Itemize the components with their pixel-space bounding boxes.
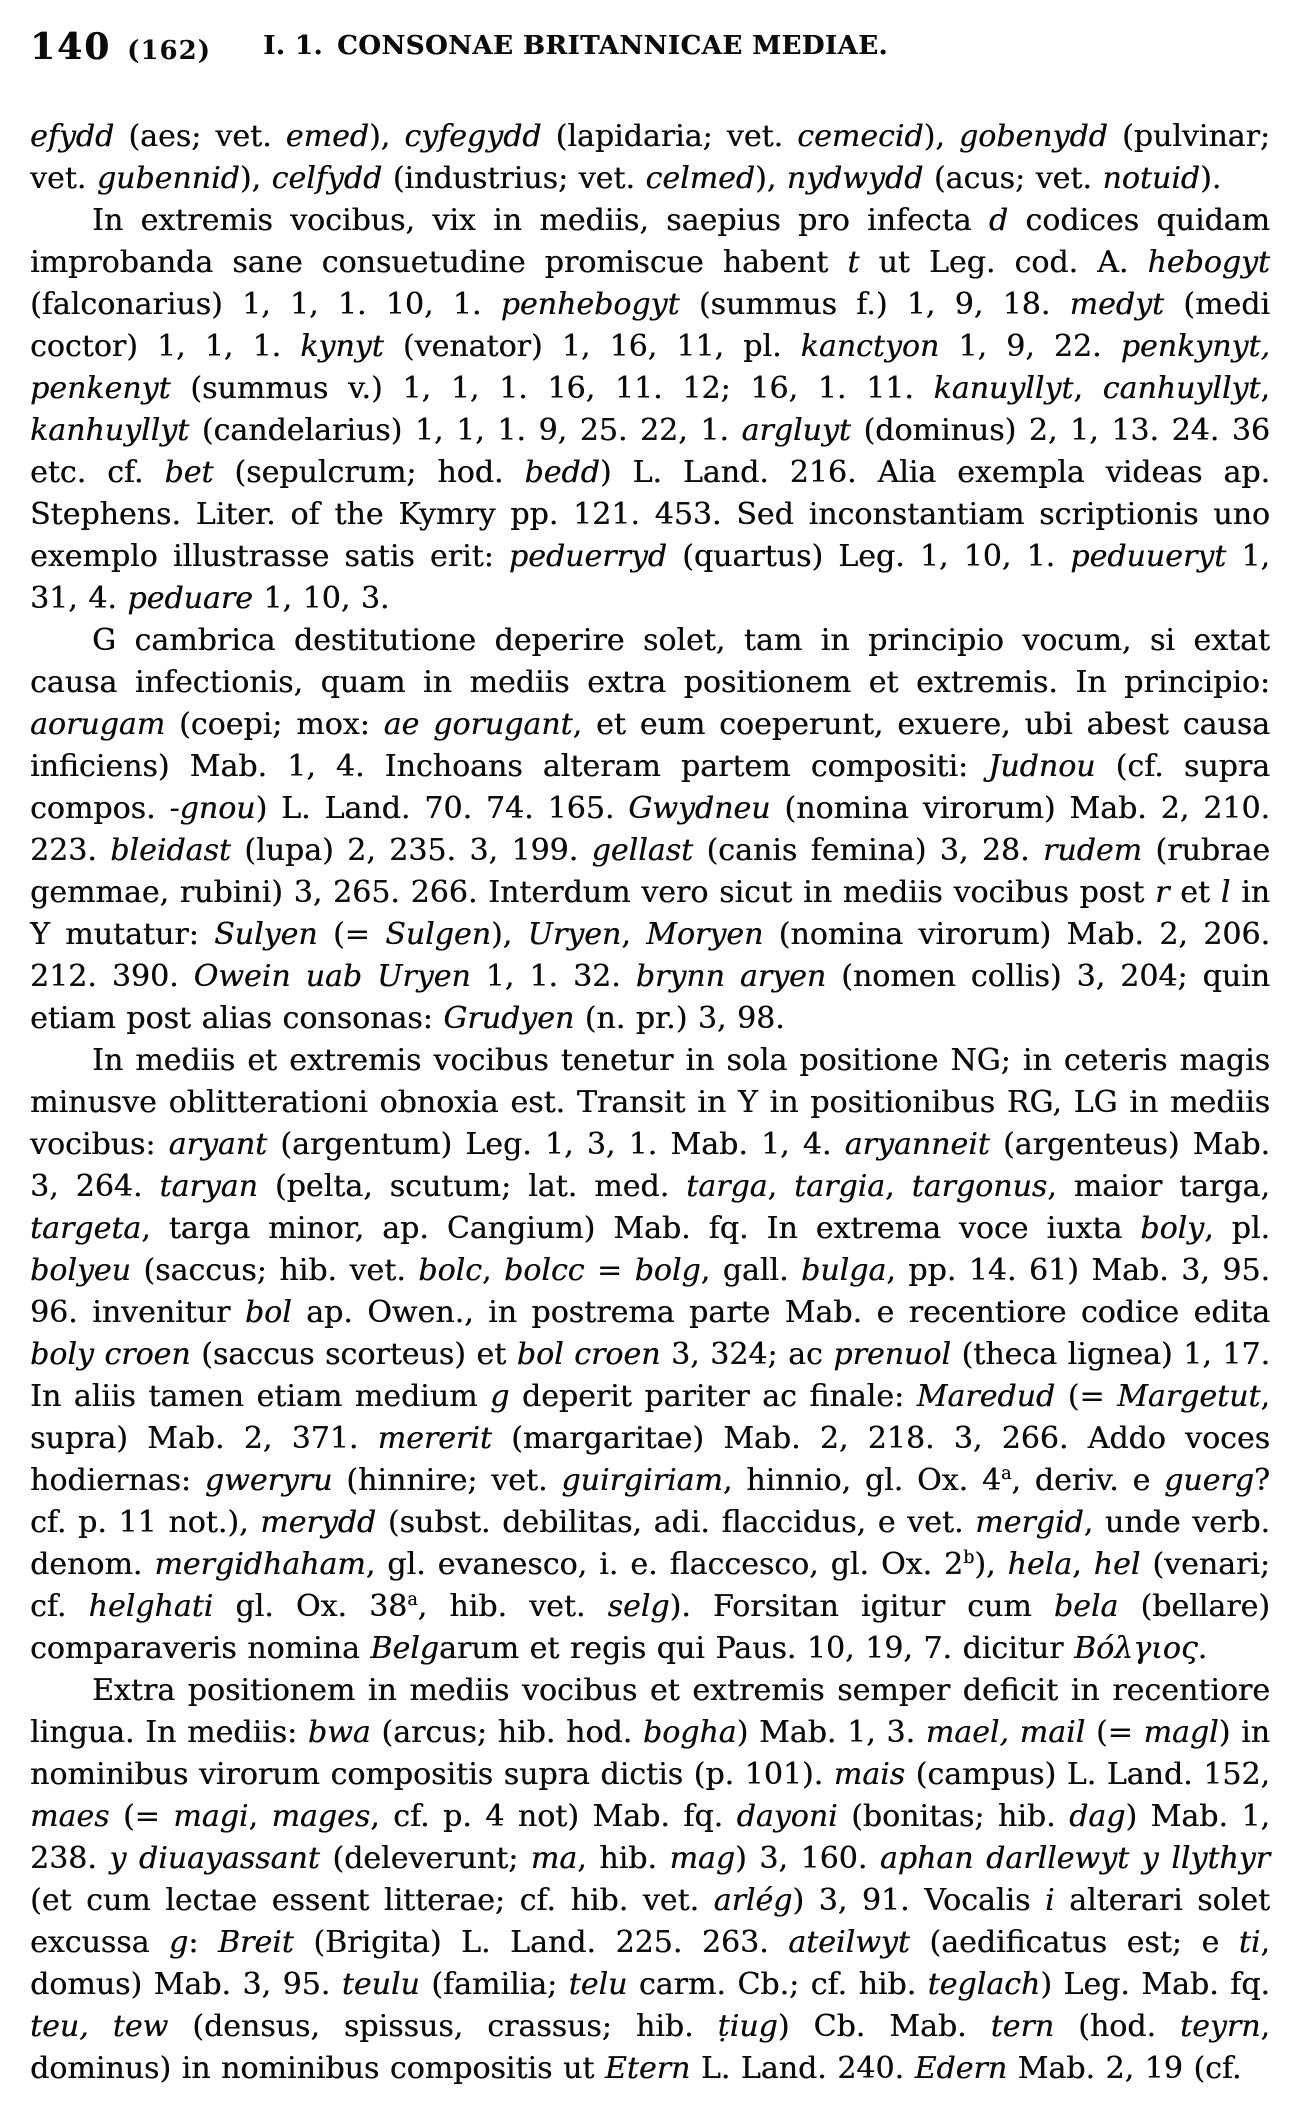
text-segment: (pelta, scutum; lat. med.: [257, 1169, 687, 1204]
text-segment: mael, mail: [925, 1715, 1086, 1750]
text-segment: efydd: [30, 119, 115, 154]
text-segment: 1, 10, 3.: [252, 581, 390, 616]
text-segment: ti: [1238, 1925, 1261, 1960]
paragraph: [30, 620, 1270, 1040]
text-segment: mergidhaham: [154, 1547, 366, 1582]
text-segment: In mediis et extremis vocibus tenetur in sola positione NG; in ceteris magis minusve oblitterationi obnoxia est. Transit in Y in positionibus RG, LG in mediis vocibus:: [30, 1043, 1270, 1162]
text-segment: ateilwyt: [788, 1925, 910, 1960]
text-segment: , unde verb. denom.: [30, 1505, 1270, 1582]
text-segment: magl: [1143, 1715, 1219, 1750]
text-segment: (margaritae) Mab. 2, 218. 3, 266. Addo voces hodiernas:: [30, 1421, 1271, 1498]
text-segment: (aes; vet.: [114, 119, 286, 154]
text-segment: ),: [490, 917, 528, 952]
text-segment: (bellare) comparaveris nomina: [30, 1589, 1270, 1666]
text-segment: ,: [248, 1799, 272, 1834]
text-segment: emed: [285, 119, 369, 154]
text-segment: carm. Cb.; cf. hib.: [627, 1967, 928, 2002]
text-segment: codices quidam improbanda sane consuetudine promiscue habent: [30, 203, 1271, 280]
text-segment: , deriv. e: [1011, 1463, 1165, 1498]
text-segment: penkynyt, penkenyt: [30, 329, 1270, 406]
text-segment: guerg: [1164, 1463, 1254, 1498]
text-segment: kanuyllyt: [933, 371, 1074, 406]
text-segment: (lupa) 2, 235. 3, 199.: [230, 833, 592, 868]
text-segment: magi: [173, 1799, 249, 1834]
text-segment: (hod.: [1054, 2009, 1181, 2044]
text-segment: ) Leg. Mab. fq.: [1040, 1967, 1270, 2002]
text-segment: (rubrae gemmae, rubini) 3, 265. 266. Interdum vero sicut in mediis vocibus post: [30, 833, 1270, 910]
text-segment: guirgiriam: [561, 1463, 723, 1498]
text-segment: bol croen: [516, 1337, 661, 1372]
text-segment: Mab. 2, 19 (cf.: [1007, 2051, 1242, 2086]
text-segment: hebogyt: [1147, 245, 1270, 280]
text-segment: alterari solet excussa: [30, 1883, 1271, 1960]
text-segment: ,: [481, 1253, 504, 1288]
text-segment: rudem: [1042, 833, 1143, 868]
text-segment: ),: [368, 119, 405, 154]
text-segment: selg: [607, 1589, 670, 1624]
text-segment: gellast: [591, 833, 694, 868]
text-segment: (saccus; hib. vet.: [130, 1253, 419, 1288]
text-segment: L. Land. 240.: [690, 2051, 915, 2086]
text-segment: -gnou: [169, 791, 256, 826]
text-segment: d: [988, 203, 1009, 238]
text-segment: (acus; vet.: [923, 161, 1103, 196]
text-segment: i: [1044, 1883, 1055, 1918]
text-segment: (=: [317, 917, 386, 952]
text-segment: =: [584, 1253, 635, 1288]
text-segment: (nomen collis) 3, 204; quin etiam post alias consonas:: [30, 959, 1270, 1036]
text-segment: aorugam: [30, 707, 166, 742]
text-segment: Owein uab Uryen: [193, 959, 471, 994]
text-segment: ) 3, 91. Vocalis: [792, 1883, 1045, 1918]
text-segment: ,: [767, 1169, 795, 1204]
text-segment: (argenteus) Mab. 3, 264.: [30, 1127, 1270, 1204]
running-head: [30, 31, 1121, 61]
text-segment: mais: [833, 1757, 906, 1792]
text-segment: canhuyllyt: [1102, 371, 1261, 406]
text-segment: g: [169, 1925, 189, 1960]
text-segment: b: [963, 1548, 975, 1568]
text-segment: arlég: [713, 1883, 793, 1918]
text-segment: bwa: [307, 1715, 371, 1750]
text-segment: (pulvinar; vet.: [30, 119, 1271, 196]
page-header: [30, 26, 1270, 72]
text-segment: ? cf. p. 11 not.),: [30, 1463, 1271, 1540]
text-segment: (aedificatus est; e: [909, 1925, 1239, 1960]
text-segment: bolc: [418, 1253, 482, 1288]
text-segment: ,: [1072, 1547, 1094, 1582]
text-segment: t: [847, 245, 860, 280]
text-segment: Margetut: [1117, 1379, 1261, 1414]
text-segment: (nomina virorum) Mab. 2, 210. 223.: [30, 791, 1270, 868]
text-segment: in Y mutatur:: [30, 875, 1271, 952]
text-segment: hela: [1007, 1547, 1073, 1582]
text-segment: boly croen: [30, 1337, 191, 1372]
text-segment: (nomina virorum) Mab. 2, 206. 212. 390.: [30, 917, 1271, 994]
paragraph: [30, 1040, 1270, 1670]
text-segment: 1, 1. 32.: [470, 959, 636, 994]
text-segment: , gall.: [700, 1253, 802, 1288]
text-segment: bet: [164, 455, 214, 490]
text-segment: boly: [1140, 1211, 1205, 1246]
text-segment: , dominus) in nominibus compositis ut: [30, 2009, 1270, 2086]
text-segment: ) L. Land. 70. 74. 165.: [255, 791, 629, 826]
text-segment: targia: [794, 1169, 886, 1204]
text-segment: In extremis vocibus, vix in mediis, saepius pro infecta: [92, 203, 989, 238]
text-segment: taryan: [159, 1169, 258, 1204]
text-segment: (=: [1085, 1715, 1144, 1750]
text-segment: Uryen: [527, 917, 622, 952]
text-segment: gobenydd: [958, 119, 1108, 154]
text-segment: (quartus) Leg. 1, 10, 1.: [666, 539, 1071, 574]
text-segment: ,: [1260, 371, 1270, 406]
text-segment: (candelarius) 1, 1, 1. 9, 25. 22, 1.: [189, 413, 742, 448]
text-segment: , supra) Mab. 2, 371.: [30, 1379, 1270, 1456]
text-segment: .: [1197, 1631, 1208, 1666]
text-segment: (medi coctor) 1, 1, 1.: [30, 287, 1270, 364]
text-segment: Βόλγιος: [1073, 1631, 1198, 1666]
text-segment: bol: [244, 1295, 292, 1330]
running-title: CONSONAE BRITANNICAE MEDIAE.: [337, 31, 889, 61]
text-segment: ,: [1073, 371, 1103, 406]
text-segment: bulga: [801, 1253, 887, 1288]
text-segment: Sulgen: [385, 917, 491, 952]
text-segment: (cf. supra compos.: [30, 749, 1271, 826]
text-segment: penhebogyt: [500, 287, 680, 322]
text-segment: (falconarius) 1, 1, 1. 10, 1.: [30, 287, 501, 322]
text-segment: (dominus) 2, 1, 13. 24. 36 etc. cf.: [30, 413, 1270, 490]
text-segment: , domus) Mab. 3, 95.: [30, 1925, 1270, 2002]
text-segment: , pl.: [1204, 1211, 1270, 1246]
text-segment: bolyeu: [30, 1253, 131, 1288]
text-segment: (n. pr.) 3, 98.: [574, 1001, 785, 1036]
paragraph: [30, 1670, 1270, 2090]
text-segment: mererit: [377, 1421, 492, 1456]
text-segment: ),: [239, 161, 272, 196]
text-segment: (=: [109, 1799, 174, 1834]
text-segment: 1, 31, 4.: [30, 539, 1270, 616]
text-segment: mag: [669, 1841, 736, 1876]
text-segment: , cf. p. 4 not) Mab. fq.: [370, 1799, 737, 1834]
text-segment: a: [407, 1590, 418, 1610]
text-segment: l: [1220, 875, 1231, 910]
text-segment: mages: [271, 1799, 371, 1834]
text-segment: aryanneit: [844, 1127, 990, 1162]
text-segment: ,: [885, 1169, 912, 1204]
text-segment: bela: [1053, 1589, 1119, 1624]
text-segment: r: [1155, 875, 1170, 910]
text-segment: (summus f.) 1, 9, 18.: [679, 287, 1070, 322]
text-segment: ae gorugant: [383, 707, 573, 742]
text-segment: brynn aryen: [635, 959, 827, 994]
text-segment: Etern: [604, 2051, 691, 2086]
text-segment: ),: [923, 119, 959, 154]
text-segment: peduare: [127, 581, 253, 616]
text-segment: Judnou: [988, 749, 1096, 784]
text-segment: ) 3, 160.: [735, 1841, 880, 1876]
text-segment: tern: [990, 2009, 1055, 2044]
text-segment: ) in nominibus virorum compositis supra dictis (p. 101).: [30, 1715, 1270, 1792]
text-segment: (venari; cf.: [30, 1547, 1270, 1624]
text-segment: (argentum) Leg. 1, 3, 1. Mab. 1, 4.: [267, 1127, 845, 1162]
text-segment: hel: [1093, 1547, 1141, 1582]
text-segment: bolg: [634, 1253, 701, 1288]
text-segment: ma: [530, 1841, 578, 1876]
text-segment: bleidast: [110, 833, 231, 868]
text-segment: Extra positionem in mediis vocibus et extremis semper deficit in recentiore lingua. In mediis:: [30, 1673, 1270, 1750]
text-segment: bedd: [524, 455, 600, 490]
text-segment: (industrius; vet.: [382, 161, 646, 196]
text-segment: peduerryd: [508, 539, 667, 574]
text-segment: Breit: [217, 1925, 294, 1960]
text-segment: teglach: [927, 1967, 1041, 2002]
text-segment: ) Mab. 1, 238.: [30, 1799, 1270, 1876]
text-segment: (familia;: [419, 1967, 569, 2002]
text-segment: (coepi; mox:: [165, 707, 384, 742]
text-segment: (summus v.) 1, 1, 1. 16, 11. 12; 16, 1. 11.: [170, 371, 934, 406]
text-segment: notuid: [1102, 161, 1200, 196]
text-segment: helghati: [88, 1589, 214, 1624]
text-segment: argluyt: [741, 413, 851, 448]
page-number-secondary: (162): [127, 36, 212, 66]
text-segment: targa: [686, 1169, 768, 1204]
text-segment: 1, 9, 22.: [939, 329, 1121, 364]
text-segment: , targa minor, ap. Cangium) Mab. fq. In extrema voce iuxta: [141, 1211, 1141, 1246]
page-body: [30, 116, 1270, 2090]
text-segment: mergid: [975, 1505, 1084, 1540]
text-segment: (hinnire; vet.: [332, 1463, 562, 1498]
text-segment: kanhuyllyt: [30, 413, 190, 448]
paragraph: [30, 116, 1270, 200]
paragraph: [30, 200, 1270, 620]
text-segment: (canis femina) 3, 28.: [693, 833, 1043, 868]
text-segment: (bonitas; hib.: [837, 1799, 1070, 1834]
text-segment: arum et regis qui Paus. 10, 19, 7. dicitur: [438, 1631, 1074, 1666]
text-segment: ,: [621, 917, 647, 952]
text-segment: , gl. evanesco, i. e. flaccesco, gl. Ox. 2: [365, 1547, 964, 1582]
text-segment: (sepulcrum; hod.: [213, 455, 525, 490]
text-segment: Maredud: [916, 1379, 1056, 1414]
section-label: I. 1.: [263, 31, 324, 61]
text-segment: teyrn: [1180, 2009, 1261, 2044]
text-segment: , et eum coeperunt, exuere, ubi abest causa inficiens) Mab. 1, 4. Inchoans alteram partem compositi:: [30, 707, 1270, 784]
text-segment: (venator) 1, 16, 11, pl.: [383, 329, 801, 364]
text-segment: (saccus scorteus) et: [190, 1337, 517, 1372]
text-segment: (deleverunt;: [319, 1841, 531, 1876]
text-segment: ),: [755, 161, 787, 196]
text-segment: cemecid: [797, 119, 924, 154]
text-segment: targeta: [30, 1211, 142, 1246]
text-segment: medyt: [1069, 287, 1164, 322]
text-segment: , hib.: [577, 1841, 670, 1876]
text-segment: Moryen: [646, 917, 764, 952]
text-segment: ). Forsitan igitur cum: [669, 1589, 1054, 1624]
text-segment: deperit pariter ac finale:: [509, 1379, 917, 1414]
text-segment: Belg: [370, 1631, 439, 1666]
text-segment: merydd: [260, 1505, 377, 1540]
text-segment: aphan darllewyt y llythyr: [879, 1841, 1271, 1876]
text-segment: ap. Owen., in postrema parte Mab. e recentiore codice edita: [291, 1295, 1270, 1330]
text-segment: nydwydd: [786, 161, 924, 196]
text-segment: gweryru: [204, 1463, 333, 1498]
text-segment: aryant: [168, 1127, 268, 1162]
text-segment: kanctyon: [800, 329, 940, 364]
text-segment: targonus: [911, 1169, 1048, 1204]
text-segment: ).: [1200, 161, 1222, 196]
text-segment: bolcc: [503, 1253, 585, 1288]
text-segment: ṭiug: [717, 2009, 778, 2044]
text-segment: Edern: [914, 2051, 1008, 2086]
text-segment: peduueryt: [1070, 539, 1227, 574]
text-segment: , hinnio, gl. Ox. 4: [722, 1463, 1002, 1498]
text-segment: ),: [974, 1547, 1008, 1582]
page-number: 140: [30, 26, 112, 68]
text-segment: kynyt: [300, 329, 384, 364]
text-segment: a: [1001, 1464, 1012, 1484]
text-segment: telu: [568, 1967, 628, 2002]
text-segment: ) Cb. Mab.: [777, 2009, 991, 2044]
text-segment: maes: [30, 1799, 110, 1834]
text-segment: G cambrica destitutione deperire solet, tam in principio vocum, si extat causa infectionis, quam in mediis extra positionem et extremis. In principio:: [30, 623, 1270, 700]
text-segment: (arcus; hib. hod.: [370, 1715, 643, 1750]
text-segment: ) L. Land. 216. Alia exempla videas ap. Stephens. Liter. of the Kymry pp. 121. 453. Sed inconstantiam scriptionis uno exemplo illustrasse satis erit:: [30, 455, 1271, 574]
text-segment: teu, tew: [30, 2009, 169, 2044]
text-segment: (Brigita) L. Land. 225. 263.: [293, 1925, 789, 1960]
text-segment: (=: [1055, 1379, 1118, 1414]
text-segment: ut Leg. cod. A.: [859, 245, 1148, 280]
text-segment: bogha: [642, 1715, 737, 1750]
text-segment: , maior targa,: [1047, 1169, 1270, 1204]
text-segment: prenuol: [833, 1337, 951, 1372]
text-segment: Sulyen: [214, 917, 318, 952]
text-segment: cyfegydd: [404, 119, 542, 154]
text-segment: , hib. vet.: [417, 1589, 608, 1624]
text-segment: (densus, spissus, crassus; hib.: [168, 2009, 718, 2044]
text-segment: y diuayassant: [109, 1841, 320, 1876]
text-segment: dag: [1069, 1799, 1126, 1834]
text-segment: 3, 324; ac: [660, 1337, 834, 1372]
text-segment: ) Mab. 1, 3.: [736, 1715, 926, 1750]
text-segment: Gwydneu: [628, 791, 771, 826]
text-segment: gl. Ox. 38: [213, 1589, 408, 1624]
text-segment: (subst. debilitas, adi. flaccidus, e vet.: [376, 1505, 976, 1540]
text-segment: , pp. 14. 61) Mab. 3, 95. 96. invenitur: [30, 1253, 1270, 1330]
text-segment: dayoni: [736, 1799, 838, 1834]
text-segment: celfydd: [271, 161, 383, 196]
text-segment: (lapidaria; vet.: [541, 119, 798, 154]
text-segment: (campus) L. Land. 152,: [905, 1757, 1270, 1792]
text-segment: (theca lignea) 1, 17. In aliis tamen etiam medium: [30, 1337, 1271, 1414]
text-segment: celmed: [645, 161, 756, 196]
text-segment: :: [188, 1925, 218, 1960]
text-segment: gubennid: [96, 161, 240, 196]
text-segment: g: [490, 1379, 510, 1414]
text-segment: Grudyen: [443, 1001, 575, 1036]
text-segment: (et cum lectae essent litterae; cf. hib. vet.: [30, 1883, 714, 1918]
text-segment: teulu: [341, 1967, 420, 2002]
text-segment: et: [1169, 875, 1221, 910]
